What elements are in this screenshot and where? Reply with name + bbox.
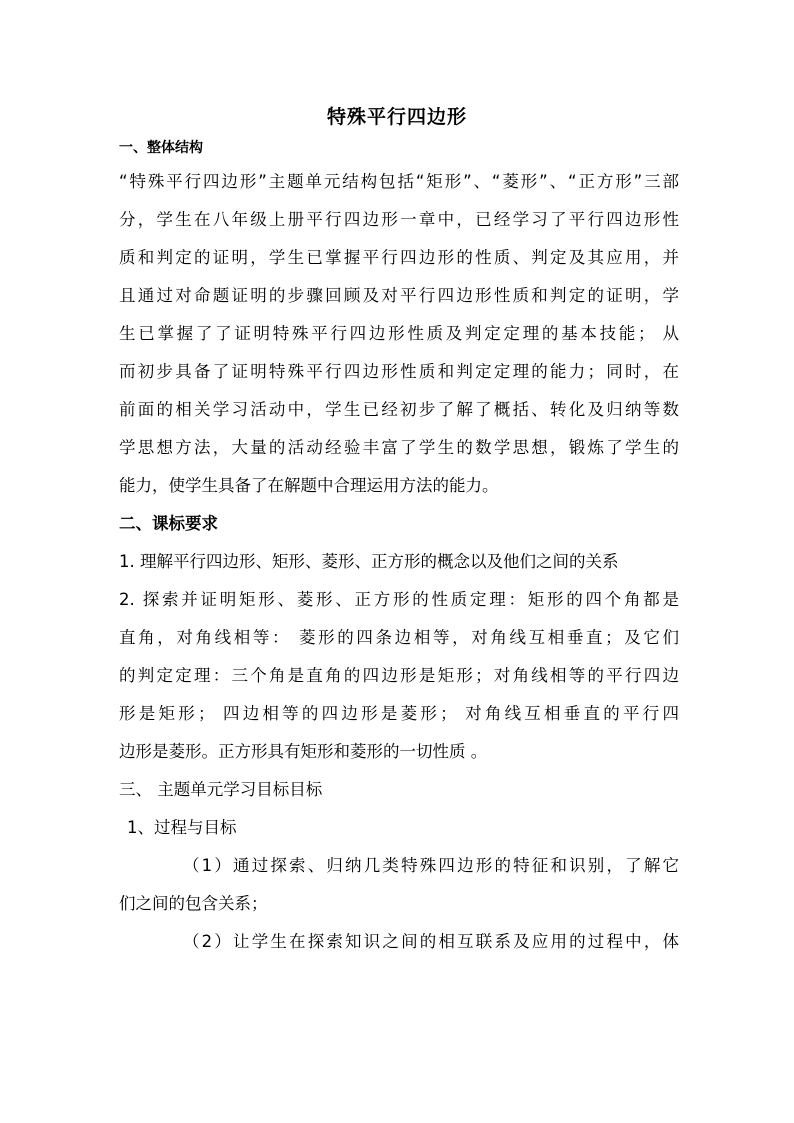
list-item-line: 边形是菱形。正方形具有矩形和菱形的一切性质 。 xyxy=(119,742,488,761)
list-item-line: 的判定定理：三个角是直角的四边形是矩形；对角线相等的平行四边 xyxy=(119,666,679,685)
list-item-line: 2. 探索并证明矩形、菱形、正方形的性质定理：矩形的四个角都是 xyxy=(119,590,679,609)
goal-line: 们之间的包含关系； xyxy=(119,894,268,913)
list-item-line: 形是矩形； 四边相等的四边形是菱形； 对角线互相垂直的平行四 xyxy=(119,704,679,723)
section-heading-structure: 一、整体结构 xyxy=(119,140,203,156)
section-heading-curriculum: 二、课标要求 xyxy=(119,514,218,533)
paragraph-line: 质和判定的证明，学生已掌握平行四边形的性质、判定及其应用，并 xyxy=(119,248,679,267)
paragraph-line: 而初步具备了证明特殊平行四边形性质和判定定理的能力；同时，在 xyxy=(119,362,679,381)
document-title: 特殊平行四边形 xyxy=(326,106,467,128)
section-heading-goals: 三、 主题单元学习目标目标 xyxy=(119,780,323,799)
paragraph-line: 分，学生在八年级上册平行四边形一章中，已经学习了平行四边形性 xyxy=(119,210,679,229)
paragraph-line: 能力，使学生具备了在解题中合理运用方法的能力。 xyxy=(119,476,499,495)
goal-line: （1）通过探索、归纳几类特殊四边形的特征和识别，了解它 xyxy=(183,856,679,875)
paragraph-line: 生已掌握了了证明特殊平行四边形性质及判定定理的基本技能； 从 xyxy=(119,324,679,343)
paragraph-line: “特殊平行四边形”主题单元结构包括“矩形”、“菱形”、“正方形”三部 xyxy=(119,172,679,191)
paragraph-line: 学思想方法，大量的活动经验丰富了学生的数学思想，锻炼了学生的 xyxy=(119,438,679,457)
paragraph-line: 前面的相关学习活动中，学生已经初步了解了概括、转化及归纳等数 xyxy=(119,400,679,419)
goal-line: （2）让学生在探索知识之间的相互联系及应用的过程中，体 xyxy=(183,932,679,951)
subsection-heading: 1、过程与目标 xyxy=(127,818,237,837)
list-item-line: 1. 理解平行四边形、矩形、菱形、正方形的概念以及他们之间的关系 xyxy=(119,552,619,571)
list-item-line: 直角，对角线相等： 菱形的四条边相等，对角线互相垂直；及它们 xyxy=(119,628,679,647)
paragraph-line: 且通过对命题证明的步骤回顾及对平行四边形性质和判定的证明，学 xyxy=(119,286,679,305)
